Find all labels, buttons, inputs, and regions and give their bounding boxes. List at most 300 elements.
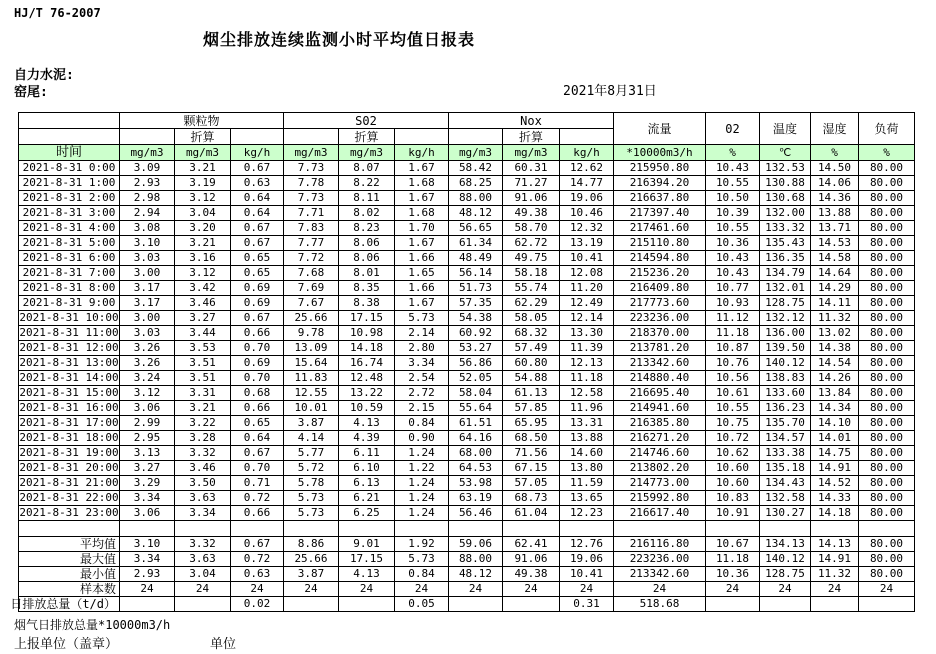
value-cell: 0.64	[231, 191, 284, 206]
value-cell: 13.71	[811, 221, 859, 236]
value-cell: 213342.60	[614, 356, 706, 371]
value-cell: 61.04	[503, 506, 560, 521]
value-cell: 17.15	[339, 552, 395, 567]
value-cell: 10.98	[339, 326, 395, 341]
value-cell	[760, 597, 811, 612]
table-row	[19, 341, 915, 356]
value-cell: 215110.80	[614, 236, 706, 251]
value-cell: 216409.80	[614, 281, 706, 296]
value-cell: 80.00	[859, 386, 915, 401]
value-cell: 48.49	[449, 251, 503, 266]
value-cell: 80.00	[859, 431, 915, 446]
value-cell: 10.41	[560, 567, 614, 582]
value-cell: 0.84	[395, 416, 449, 431]
value-cell: 68.25	[449, 176, 503, 191]
value-cell: 58.42	[449, 161, 503, 176]
value-cell: 3.34	[120, 552, 175, 567]
value-cell: 3.26	[120, 341, 175, 356]
value-cell: 2.14	[395, 326, 449, 341]
table-row	[19, 311, 915, 326]
col-header-o2: 02	[706, 113, 760, 145]
value-cell: 135.43	[760, 236, 811, 251]
value-cell: 14.60	[560, 446, 614, 461]
value-cell: 0.05	[395, 597, 449, 612]
value-cell: 1.70	[395, 221, 449, 236]
empty-cell	[120, 129, 175, 145]
value-cell: 133.60	[760, 386, 811, 401]
value-cell: 80.00	[859, 371, 915, 386]
value-cell: 58.05	[503, 311, 560, 326]
table-row	[19, 371, 915, 386]
value-cell: 14.06	[811, 176, 859, 191]
value-cell: 14.33	[811, 491, 859, 506]
value-cell: 12.08	[560, 266, 614, 281]
value-cell: 7.72	[284, 251, 339, 266]
value-cell: 80.00	[859, 311, 915, 326]
value-cell: 223236.00	[614, 552, 706, 567]
value-cell: 4.13	[339, 416, 395, 431]
value-cell: 24	[811, 582, 859, 597]
value-cell: 5.77	[284, 446, 339, 461]
value-cell: 213781.20	[614, 341, 706, 356]
value-cell: 12.49	[560, 296, 614, 311]
value-cell: 0.67	[231, 161, 284, 176]
value-cell: 10.55	[706, 176, 760, 191]
value-cell: 0.67	[231, 221, 284, 236]
value-cell: 60.80	[503, 356, 560, 371]
time-column-header: 时间	[19, 145, 120, 161]
header-row-units	[19, 145, 915, 161]
value-cell: 4.14	[284, 431, 339, 446]
value-cell	[339, 521, 395, 537]
value-cell: 214773.00	[614, 476, 706, 491]
value-cell: 2.93	[120, 567, 175, 582]
col-header-load: 负荷	[859, 113, 915, 145]
table-row	[19, 431, 915, 446]
table-row	[19, 461, 915, 476]
value-cell: 62.41	[503, 537, 560, 552]
value-cell: 8.06	[339, 236, 395, 251]
time-cell: 2021-8-31 10:00	[19, 311, 119, 324]
value-cell: 3.12	[120, 386, 175, 401]
table-row	[19, 176, 915, 191]
value-cell: 215236.20	[614, 266, 706, 281]
value-cell: 134.57	[760, 431, 811, 446]
value-cell: 7.78	[284, 176, 339, 191]
value-cell: 0.65	[231, 251, 284, 266]
value-cell: 132.53	[760, 161, 811, 176]
value-cell: 14.11	[811, 296, 859, 311]
value-cell: 13.84	[811, 386, 859, 401]
value-cell: 3.29	[120, 476, 175, 491]
value-cell: 2.80	[395, 341, 449, 356]
value-cell: 132.01	[760, 281, 811, 296]
value-cell: 7.83	[284, 221, 339, 236]
value-cell: 8.06	[339, 251, 395, 266]
value-cell: 10.93	[706, 296, 760, 311]
value-cell: 0.90	[395, 431, 449, 446]
value-cell: 6.25	[339, 506, 395, 521]
value-cell: 11.96	[560, 401, 614, 416]
table-row	[19, 281, 915, 296]
converted-label: 折算	[339, 129, 395, 145]
value-cell: 1.65	[395, 266, 449, 281]
value-cell: 2.98	[120, 191, 175, 206]
value-cell: 8.38	[339, 296, 395, 311]
time-cell: 2021-8-31 7:00	[19, 266, 120, 281]
value-cell: 138.83	[760, 371, 811, 386]
value-cell: 14.91	[811, 552, 859, 567]
value-cell: 12.13	[560, 356, 614, 371]
summary-row	[19, 582, 915, 597]
value-cell: 80.00	[859, 537, 915, 552]
value-cell: 0.66	[231, 506, 284, 521]
value-cell: 57.05	[503, 476, 560, 491]
value-cell: 0.65	[231, 266, 284, 281]
value-cell: 80.00	[859, 461, 915, 476]
value-cell: 48.12	[449, 206, 503, 221]
empty-cell	[449, 129, 503, 145]
value-cell: 3.44	[175, 326, 231, 341]
value-cell: 8.35	[339, 281, 395, 296]
time-cell: 2021-8-31 12:00	[19, 341, 119, 354]
value-cell: 14.52	[811, 476, 859, 491]
value-cell: 3.17	[120, 296, 175, 311]
col-header-flow: 流量	[614, 113, 706, 145]
value-cell: 3.63	[175, 552, 231, 567]
value-cell: 17.15	[339, 311, 395, 326]
value-cell: 3.22	[175, 416, 231, 431]
value-cell: 55.64	[449, 401, 503, 416]
value-cell: 3.20	[175, 221, 231, 236]
value-cell: 135.70	[760, 416, 811, 431]
value-cell: 3.27	[120, 461, 175, 476]
value-cell: 134.79	[760, 266, 811, 281]
time-cell: 2021-8-31 1:00	[19, 176, 120, 191]
value-cell: 8.23	[339, 221, 395, 236]
value-cell: 14.91	[811, 461, 859, 476]
time-cell: 2021-8-31 20:00	[19, 461, 119, 474]
value-cell: 63.19	[449, 491, 503, 506]
value-cell: 10.01	[284, 401, 339, 416]
value-cell: 1.67	[395, 161, 449, 176]
time-cell: 2021-8-31 8:00	[19, 281, 120, 296]
value-cell: 57.49	[503, 341, 560, 356]
table-row	[19, 326, 915, 341]
value-cell: 10.83	[706, 491, 760, 506]
value-cell	[811, 521, 859, 537]
value-cell: 80.00	[859, 552, 915, 567]
value-cell: 0.63	[231, 567, 284, 582]
value-cell: 1.66	[395, 281, 449, 296]
value-cell: 3.10	[120, 236, 175, 251]
value-cell: 0.70	[231, 341, 284, 356]
value-cell: 80.00	[859, 266, 915, 281]
value-cell: 0.64	[231, 206, 284, 221]
value-cell: 57.35	[449, 296, 503, 311]
value-cell: 134.43	[760, 476, 811, 491]
value-cell: 14.75	[811, 446, 859, 461]
value-cell	[811, 597, 859, 612]
table-row	[19, 416, 915, 431]
value-cell: 80.00	[859, 416, 915, 431]
unit-cell: mg/m3	[503, 145, 560, 161]
value-cell: 7.77	[284, 236, 339, 251]
value-cell: 8.22	[339, 176, 395, 191]
value-cell: 1.67	[395, 191, 449, 206]
value-cell: 1.24	[395, 491, 449, 506]
value-cell: 10.55	[706, 401, 760, 416]
value-cell: 0.67	[231, 446, 284, 461]
value-cell: 14.77	[560, 176, 614, 191]
value-cell: 0.66	[231, 401, 284, 416]
value-cell	[339, 597, 395, 612]
time-cell: 2021-8-31 9:00	[19, 296, 120, 311]
value-cell: 0.70	[231, 371, 284, 386]
time-cell: 2021-8-31 4:00	[19, 221, 120, 236]
value-cell: 1.24	[395, 446, 449, 461]
value-cell: 71.56	[503, 446, 560, 461]
value-cell: 80.00	[859, 251, 915, 266]
value-cell: 64.16	[449, 431, 503, 446]
value-cell: 58.70	[503, 221, 560, 236]
value-cell: 518.68	[614, 597, 706, 612]
value-cell: 24	[395, 582, 449, 597]
value-cell	[284, 521, 339, 537]
value-cell: 80.00	[859, 296, 915, 311]
value-cell: 15.64	[284, 356, 339, 371]
value-cell: 10.59	[339, 401, 395, 416]
table-row	[19, 446, 915, 461]
value-cell: 80.00	[859, 491, 915, 506]
value-cell: 3.34	[395, 356, 449, 371]
value-cell: 56.46	[449, 506, 503, 521]
value-cell: 49.38	[503, 206, 560, 221]
value-cell: 80.00	[859, 341, 915, 356]
unit-cell: ℃	[760, 145, 811, 161]
value-cell: 2.15	[395, 401, 449, 416]
unit-cell: mg/m3	[284, 145, 339, 161]
value-cell: 48.12	[449, 567, 503, 582]
value-cell: 0.69	[231, 281, 284, 296]
unit-cell: mg/m3	[120, 145, 175, 161]
value-cell: 3.06	[120, 401, 175, 416]
value-cell: 5.73	[395, 552, 449, 567]
value-cell: 4.13	[339, 567, 395, 582]
value-cell: 216695.40	[614, 386, 706, 401]
value-cell: 1.22	[395, 461, 449, 476]
col-header-temperature: 温度	[760, 113, 811, 145]
value-cell: 13.80	[560, 461, 614, 476]
value-cell: 2.95	[120, 431, 175, 446]
value-cell: 13.22	[339, 386, 395, 401]
col-group-particulate: 颗粒物	[120, 113, 284, 129]
value-cell: 0.72	[231, 552, 284, 567]
value-cell: 24	[706, 582, 760, 597]
unit-cell: kg/h	[231, 145, 284, 161]
value-cell: 3.09	[120, 161, 175, 176]
value-cell: 3.50	[175, 476, 231, 491]
value-cell: 12.55	[284, 386, 339, 401]
value-cell: 14.34	[811, 401, 859, 416]
value-cell: 11.39	[560, 341, 614, 356]
value-cell	[120, 521, 175, 537]
value-cell: 25.66	[284, 552, 339, 567]
value-cell: 24	[284, 582, 339, 597]
table-row	[19, 506, 915, 521]
header-row-groups	[19, 113, 915, 129]
value-cell: 13.19	[560, 236, 614, 251]
table-row	[19, 191, 915, 206]
value-cell: 24	[120, 582, 175, 597]
value-cell: 14.10	[811, 416, 859, 431]
table-row	[19, 296, 915, 311]
value-cell: 3.51	[175, 371, 231, 386]
value-cell: 14.29	[811, 281, 859, 296]
value-cell: 216637.80	[614, 191, 706, 206]
value-cell: 5.73	[284, 506, 339, 521]
value-cell: 214880.40	[614, 371, 706, 386]
value-cell: 3.46	[175, 461, 231, 476]
value-cell: 14.13	[811, 537, 859, 552]
value-cell: 2.72	[395, 386, 449, 401]
value-cell: 14.54	[811, 356, 859, 371]
value-cell: 0.65	[231, 416, 284, 431]
value-cell: 8.86	[284, 537, 339, 552]
value-cell: 214594.80	[614, 251, 706, 266]
time-cell: 2021-8-31 19:00	[19, 446, 119, 459]
unit-cell: mg/m3	[449, 145, 503, 161]
value-cell: 10.43	[706, 161, 760, 176]
value-cell: 54.88	[503, 371, 560, 386]
value-cell: 133.32	[760, 221, 811, 236]
value-cell: 7.73	[284, 191, 339, 206]
value-cell: 10.76	[706, 356, 760, 371]
value-cell: 223236.00	[614, 311, 706, 326]
value-cell: 14.18	[339, 341, 395, 356]
value-cell: 11.32	[811, 311, 859, 326]
value-cell: 88.00	[449, 191, 503, 206]
value-cell: 67.15	[503, 461, 560, 476]
value-cell: 11.18	[560, 371, 614, 386]
report-table	[10, 112, 915, 612]
value-cell: 214941.60	[614, 401, 706, 416]
value-cell: 60.31	[503, 161, 560, 176]
value-cell	[284, 597, 339, 612]
value-cell: 0.31	[560, 597, 614, 612]
col-header-humidity: 湿度	[811, 113, 859, 145]
value-cell: 24	[859, 582, 915, 597]
value-cell: 24	[614, 582, 706, 597]
value-cell: 57.85	[503, 401, 560, 416]
value-cell: 54.38	[449, 311, 503, 326]
value-cell: 24	[503, 582, 560, 597]
value-cell: 2.99	[120, 416, 175, 431]
value-cell: 5.73	[395, 311, 449, 326]
value-cell: 80.00	[859, 326, 915, 341]
value-cell: 0.63	[231, 176, 284, 191]
value-cell: 61.34	[449, 236, 503, 251]
value-cell: 217773.60	[614, 296, 706, 311]
value-cell: 1.67	[395, 236, 449, 251]
value-cell: 128.75	[760, 296, 811, 311]
time-cell: 2021-8-31 16:00	[19, 401, 119, 414]
value-cell: 3.87	[284, 416, 339, 431]
summary-label-cell: 日排放总量（t/d）	[19, 597, 120, 612]
value-cell: 2.93	[120, 176, 175, 191]
value-cell: 136.00	[760, 326, 811, 341]
value-cell: 14.38	[811, 341, 859, 356]
unit-cell: %	[706, 145, 760, 161]
value-cell: 10.39	[706, 206, 760, 221]
value-cell: 3.26	[120, 356, 175, 371]
value-cell: 10.36	[706, 236, 760, 251]
empty-cell	[19, 113, 120, 129]
table-row	[19, 476, 915, 491]
value-cell: 10.60	[706, 461, 760, 476]
value-cell: 3.19	[175, 176, 231, 191]
value-cell	[120, 597, 175, 612]
company-name: 自力水泥:	[14, 68, 74, 83]
value-cell: 1.92	[395, 537, 449, 552]
value-cell: 12.32	[560, 221, 614, 236]
value-cell: 3.03	[120, 326, 175, 341]
value-cell: 14.50	[811, 161, 859, 176]
value-cell: 140.12	[760, 356, 811, 371]
value-cell: 58.18	[503, 266, 560, 281]
value-cell: 56.86	[449, 356, 503, 371]
table-body	[10, 161, 915, 612]
value-cell: 3.53	[175, 341, 231, 356]
value-cell: 7.71	[284, 206, 339, 221]
value-cell: 4.39	[339, 431, 395, 446]
value-cell: 80.00	[859, 401, 915, 416]
table-row	[19, 206, 915, 221]
table-row	[19, 266, 915, 281]
value-cell: 217461.60	[614, 221, 706, 236]
value-cell: 3.34	[120, 491, 175, 506]
value-cell: 0.66	[231, 326, 284, 341]
standard-code: HJ/T 76-2007	[14, 6, 101, 20]
value-cell: 10.67	[706, 537, 760, 552]
time-cell: 2021-8-31 23:00	[19, 506, 119, 519]
value-cell: 12.62	[560, 161, 614, 176]
unit-cell: kg/h	[560, 145, 614, 161]
summary-row	[19, 567, 915, 582]
summary-label-cell: 平均值	[19, 537, 120, 552]
value-cell	[503, 521, 560, 537]
empty-cell	[395, 129, 449, 145]
value-cell: 9.78	[284, 326, 339, 341]
value-cell: 216271.20	[614, 431, 706, 446]
value-cell: 213342.60	[614, 567, 706, 582]
value-cell: 10.43	[706, 251, 760, 266]
value-cell: 3.21	[175, 401, 231, 416]
value-cell: 139.50	[760, 341, 811, 356]
value-cell: 3.17	[120, 281, 175, 296]
value-cell: 24	[560, 582, 614, 597]
value-cell: 8.01	[339, 266, 395, 281]
value-cell: 59.06	[449, 537, 503, 552]
table-row	[19, 161, 915, 176]
value-cell: 10.36	[706, 567, 760, 582]
value-cell: 3.34	[175, 506, 231, 521]
value-cell: 68.73	[503, 491, 560, 506]
value-cell: 53.98	[449, 476, 503, 491]
value-cell: 136.35	[760, 251, 811, 266]
value-cell: 132.00	[760, 206, 811, 221]
value-cell: 7.69	[284, 281, 339, 296]
